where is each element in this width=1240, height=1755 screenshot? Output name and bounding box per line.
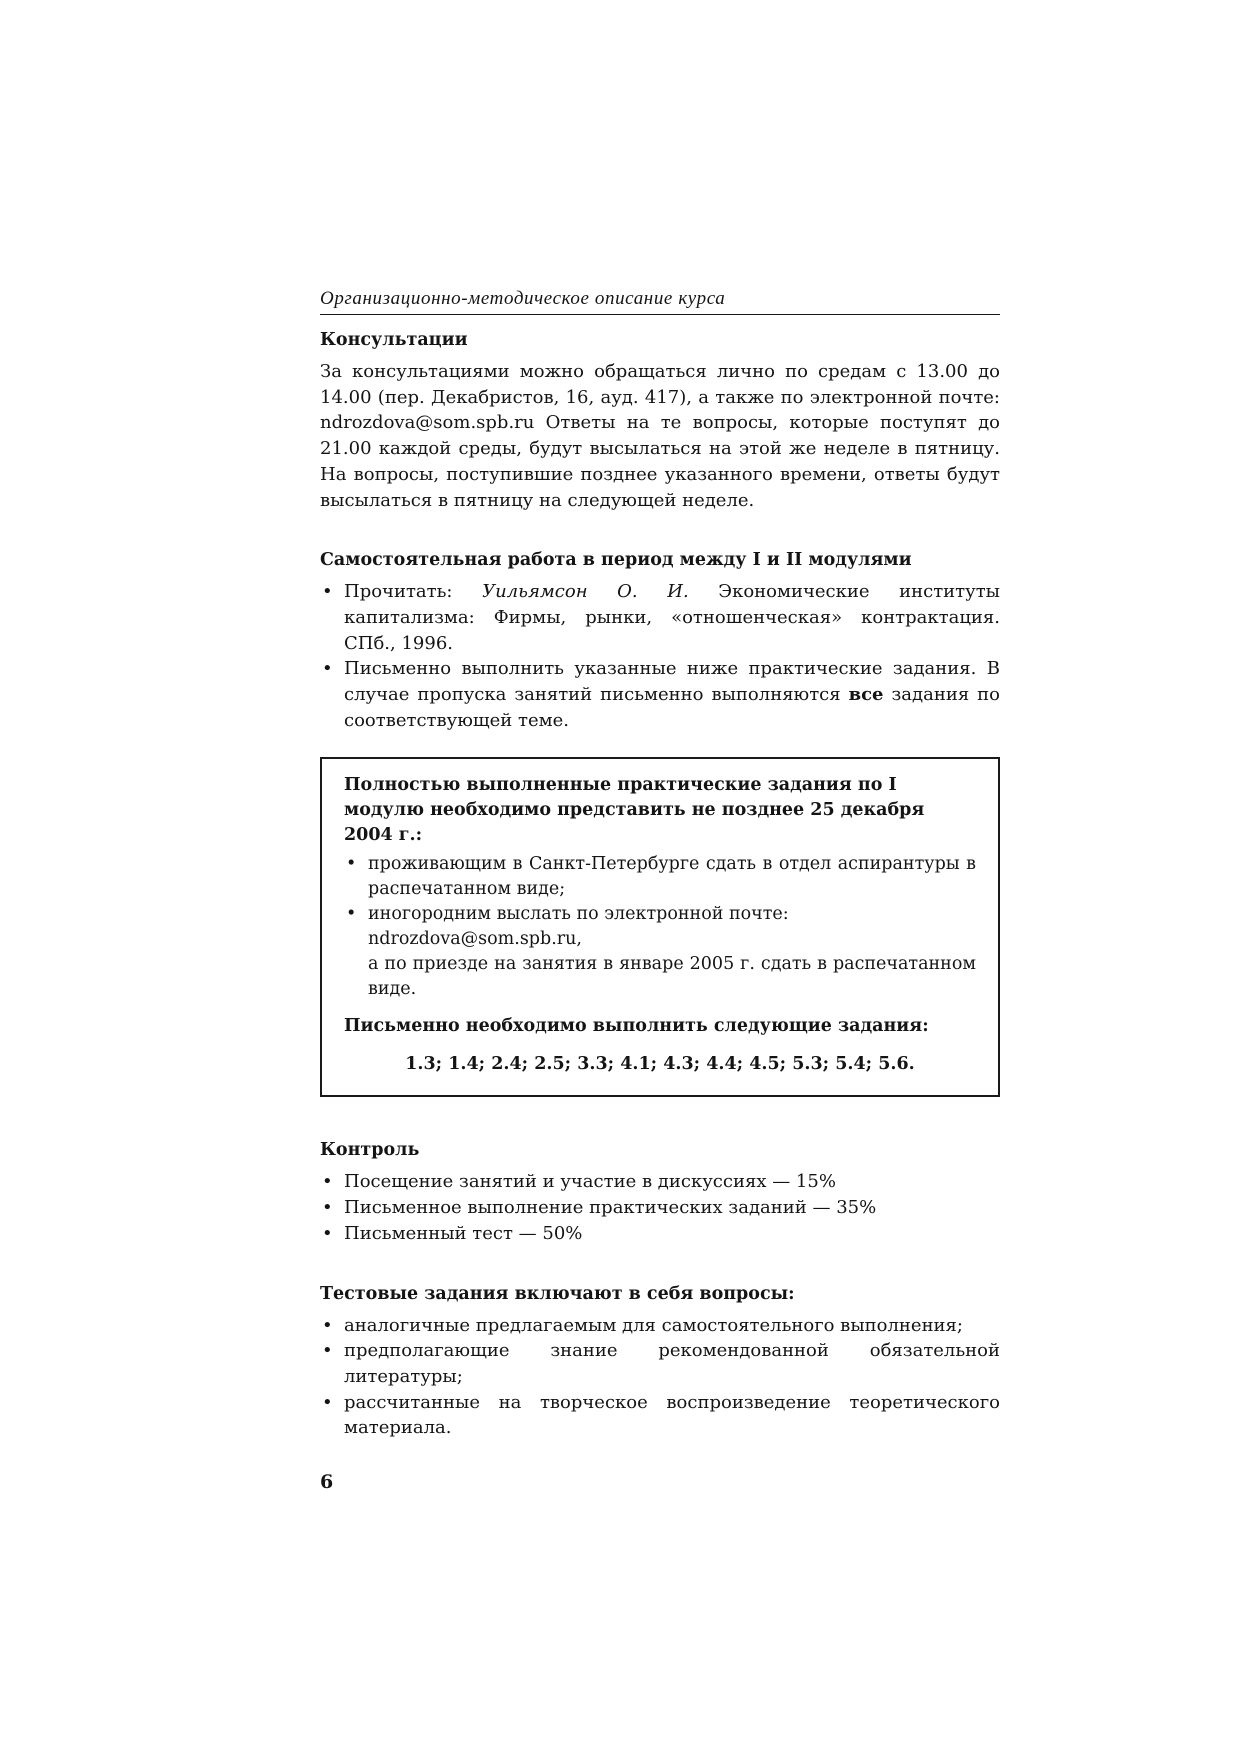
list-item bbox=[344, 852, 976, 902]
written-tasks-text: Письменно выполнить указанные ниже практические задания. В случае пропуска занятий письменно выполняются bbox=[344, 658, 1000, 706]
bullet-icon: • bbox=[322, 1314, 333, 1336]
list-item bbox=[320, 1169, 1000, 1195]
control-heading: Контроль bbox=[320, 1140, 420, 1161]
control-item-text: Письменное выполнение практических заданий — 35% bbox=[344, 1197, 877, 1219]
consultations-text: За консультациями можно обращаться лично по средам с 13.00 до 14.00 (пер. Декабристов, 16, ауд. 417), а также по электронной почте: ndrozdova@som.spb.ru Ответы на те вопросы, которые поступят до 21.00 каждой среды, будут высылаться на этой же неделе в пятницу. На вопросы, поступившие позднее указанного времени, ответы будут высылаться в пятницу на следующей неделе. bbox=[320, 361, 1000, 511]
bullet-icon: • bbox=[322, 1391, 333, 1413]
document-page bbox=[320, 288, 1000, 1493]
tests-item-text: рассчитанные на творческое воспроизведение теоретического материала. bbox=[344, 1391, 1000, 1439]
list-item bbox=[320, 1195, 1000, 1221]
bullet-icon: • bbox=[322, 658, 333, 680]
self-study-heading: Самостоятельная работа в период между I и II модулями bbox=[320, 550, 912, 571]
deadline-heading: Полностью выполненные практические задания по I модулю необходимо представить не позднее 25 декабря 2004 г.: bbox=[344, 775, 925, 846]
reading-prefix: Прочитать: bbox=[344, 581, 483, 603]
bullet-icon: • bbox=[322, 581, 333, 603]
list-item bbox=[320, 579, 1000, 656]
list-item bbox=[320, 1338, 1000, 1389]
tests-item-text: предполагающие знание рекомендованной обязательной литературы; bbox=[344, 1340, 1000, 1387]
bullet-icon: • bbox=[322, 1340, 333, 1362]
page-number: 6 bbox=[320, 1471, 334, 1494]
written-tasks-text-end: задания по соответствующей теме. bbox=[344, 684, 1000, 731]
control-item-text: Посещение занятий и участие в дискуссиях — 15% bbox=[344, 1171, 836, 1193]
bullet-icon: • bbox=[322, 1222, 333, 1244]
bullet-icon: • bbox=[346, 854, 357, 875]
reading-title: Экономические институты капитализма: Фирмы, рынки, «отношенческая» контрактация. СПб., 1996. bbox=[344, 581, 1000, 654]
bullet-icon: • bbox=[322, 1197, 333, 1219]
running-head: Организационно-методическое описание курса bbox=[320, 288, 1000, 315]
deadline-box bbox=[320, 757, 1000, 1097]
bullet-icon: • bbox=[346, 904, 357, 925]
tests-list bbox=[320, 1313, 1000, 1442]
deadline-list bbox=[344, 852, 976, 1002]
control-list bbox=[320, 1169, 1000, 1246]
self-study-list bbox=[320, 579, 1000, 733]
remote-students-text-end: а по приезде на занятия в январе 2005 г. сдать в распечатанном виде. bbox=[368, 954, 976, 1000]
tests-section bbox=[320, 1281, 1000, 1442]
list-item bbox=[344, 902, 976, 1002]
self-study-section bbox=[320, 547, 1000, 733]
remote-students-text: иногородним выслать по электронной почте: bbox=[368, 904, 789, 925]
bullet-icon: • bbox=[322, 1171, 333, 1193]
email-address: ndrozdova@som.spb.ru, bbox=[368, 929, 582, 950]
list-item bbox=[320, 1221, 1000, 1247]
local-students-text: проживающим в Санкт-Петербурге сдать в отдел аспирантуры в распечатанном виде; bbox=[368, 854, 976, 900]
control-section bbox=[320, 1137, 1000, 1246]
written-tasks-emphasis: все bbox=[848, 684, 884, 706]
list-item bbox=[320, 656, 1000, 733]
list-item bbox=[320, 1390, 1000, 1441]
control-item-text: Письменный тест — 50% bbox=[344, 1222, 583, 1244]
consultations-section bbox=[320, 327, 1000, 513]
tests-item-text: аналогичные предлагаемым для самостоятельного выполнения; bbox=[344, 1314, 963, 1336]
tasks-heading: Письменно необходимо выполнить следующие задания: bbox=[344, 1016, 929, 1037]
reading-author: Уильямсон О. И. bbox=[482, 581, 689, 603]
tests-heading: Тестовые задания включают в себя вопросы: bbox=[320, 1283, 795, 1304]
consultations-heading: Консультации bbox=[320, 330, 468, 350]
list-item bbox=[320, 1313, 1000, 1339]
task-numbers: 1.3; 1.4; 2.4; 2.5; 3.3; 4.1; 4.3; 4.4; 4.5; 5.3; 5.4; 5.6. bbox=[405, 1054, 915, 1075]
